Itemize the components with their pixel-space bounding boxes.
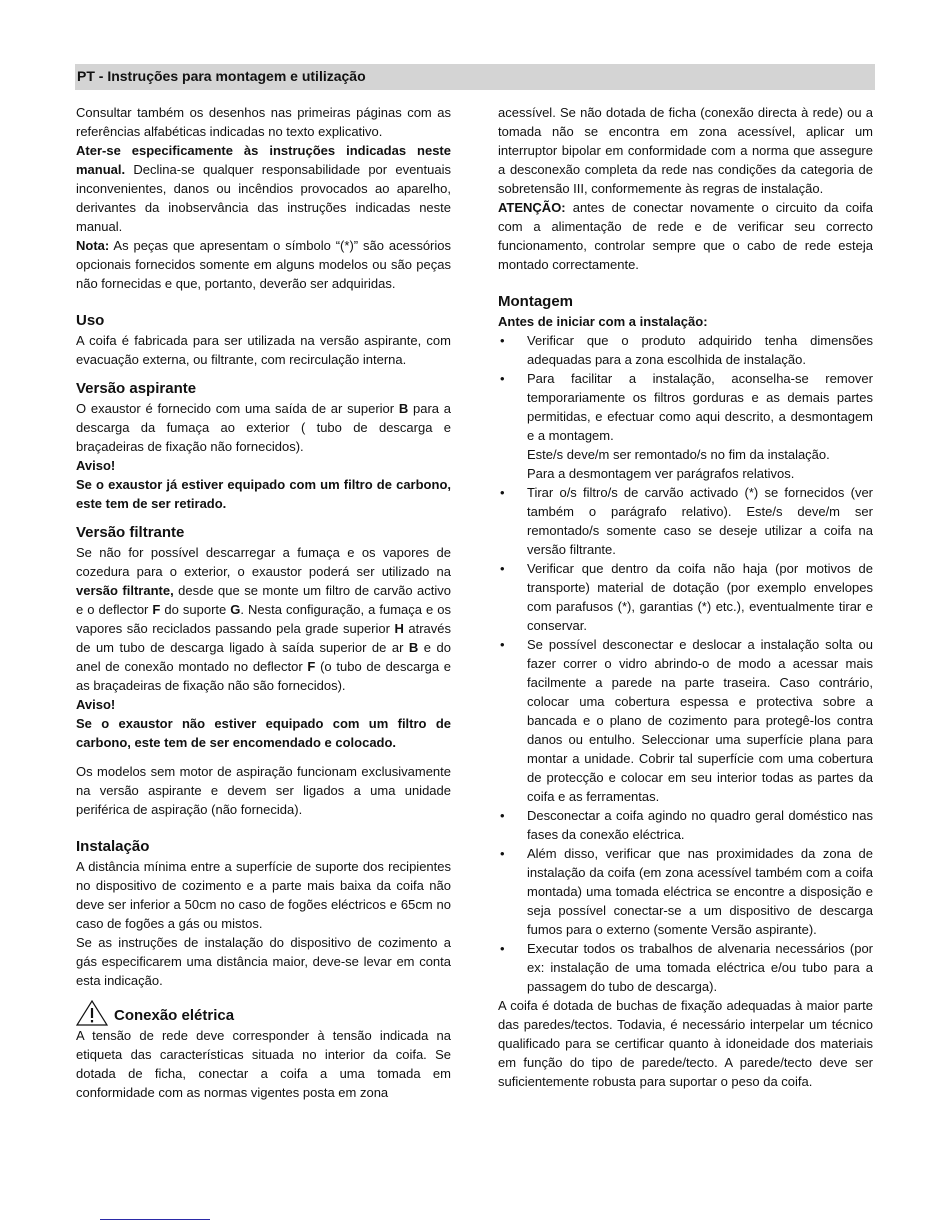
- note-paragraph: [76, 236, 451, 293]
- preparation-list: [498, 331, 873, 996]
- list-item: [498, 369, 873, 483]
- list-item-note: Este/s deve/m ser remontado/s no fim da instalação.: [527, 447, 830, 462]
- filtrante-text-1: Se não for possível descarregar a fumaça e os vapores de cozedura para o exterior, o exaustor poderá ser utilizado na: [76, 545, 451, 579]
- list-item-note: Para a desmontagem ver parágrafos relativos.: [527, 466, 795, 481]
- filtrante-text-5: através de um tubo de descarga ligado à saída superior de ar: [76, 621, 451, 655]
- filtrante-paragraph: [76, 543, 451, 695]
- section-header-bar: [75, 64, 875, 90]
- montagem-heading: Montagem: [498, 293, 573, 310]
- filtrante-bold-f: F: [152, 602, 161, 617]
- note-text: As peças que apresentam o símbolo “(*)” são acessórios opcionais fornecidos somente em alguns modelos ou são peças não fornecidas e que, portanto, deverão ser adquiridas.: [76, 238, 451, 291]
- modelos-paragraph: Os modelos sem motor de aspiração funcionam exclusivamente na versão aspirante e devem ser ligados a uma unidade periférica de aspiração (não fornecida).: [76, 764, 451, 817]
- warning-2-label: Aviso!: [76, 697, 116, 712]
- filtrante-text-6: e do anel de conexão montado no deflector: [76, 640, 451, 674]
- atencao-text: antes de conectar novamente o circuito da coifa com a alimentação de rede e de verificar seu correcto funcionamento, controlar sempre que o cabo de rede esteja montado correctamente.: [498, 200, 873, 272]
- filtrante-bold-f2: F: [307, 659, 316, 674]
- filtrante-heading: Versão filtrante: [76, 524, 185, 541]
- manual-paragraph: [76, 141, 451, 236]
- aspirante-paragraph: [76, 399, 451, 456]
- left-column: [76, 103, 451, 1102]
- atencao-label: ATENÇÃO:: [498, 200, 566, 215]
- filtrante-bold-1: versão filtrante,: [76, 583, 174, 598]
- filtrante-text-7: (o tubo de descarga e as braçadeiras de fixação não são fornecidos).: [76, 659, 451, 693]
- eletrica-continued-paragraph: acessível. Se não dotada de ficha (conexão directa à rede) ou a tomada não se encontra em zona acessível, aplicar um interruptor bipolar em conformidade com a norma que assegure a desconexão completa da rede nas condições da categoria de sobretensão III, conformemente às regras de instalação.: [498, 105, 873, 196]
- section-header-title: PT - Instruções para montagem e utilização: [77, 68, 366, 84]
- warning-1-body: Se o exaustor já estiver equipado com um filtro de carbono, este tem de ser retirado.: [76, 477, 451, 511]
- filtrante-bold-b: B: [408, 640, 419, 655]
- manual-bold-text: Ater-se especificamente às instruções indicadas neste manual.: [76, 143, 451, 177]
- uso-paragraph: A coifa é fabricada para ser utilizada na versão aspirante, com evacuação externa, ou filtrante, com recirculação interna.: [76, 333, 451, 367]
- intro-paragraph: Consultar também os desenhos nas primeiras páginas com as referências alfabéticas indicadas no texto explicativo.: [76, 105, 451, 139]
- right-column: [498, 103, 873, 1091]
- atencao-paragraph: [498, 198, 873, 274]
- list-item-text: Para facilitar a instalação, aconselha-se remover temporariamente os filtros gorduras e as demais partes permitidas, e efectuar como aqui descrito, a desmontagem e a montagem.: [527, 371, 873, 443]
- instalacao-heading: Instalação: [76, 838, 150, 855]
- eletrica-heading: Conexão elétrica: [114, 1007, 235, 1024]
- note-label: Nota:: [76, 238, 110, 253]
- filtrante-bold-g: G: [230, 602, 241, 617]
- manual-text: Declina-se qualquer responsabilidade por eventuais inconvenientes, danos ou incêndios provocados ao aparelho, derivantes da inobservância das instruções indicadas neste manual.: [76, 162, 451, 234]
- warning-2-body: Se o exaustor não estiver equipado com um filtro de carbono, este tem de ser encomendado e colocado.: [76, 716, 451, 750]
- list-item: • Além disso, verificar que nas proximidades da zona de instalação da coifa (em zona acessível também com a coifa montada) uma tomada eléctrica se encontre a disposição e seja possível conectar-se a um dispositivo de descarga fumos para o externo (somente Versão aspirante).: [498, 844, 873, 939]
- warning-1: [76, 456, 451, 475]
- filtrante-text-2: desde que se monte um filtro de carvão activo e o deflector: [76, 583, 451, 617]
- list-item: • Verificar que o produto adquirido tenha dimensões adequadas para a zona escolhida de instalação.: [498, 331, 873, 369]
- warning-1-text: [76, 475, 451, 513]
- antes-heading: [498, 312, 873, 331]
- antes-heading-text: Antes de iniciar com a instalação:: [498, 314, 708, 329]
- outlet-b-label: B: [398, 401, 409, 416]
- list-item: • Desconectar a coifa agindo no quadro geral doméstico nas fases da conexão eléctrica.: [498, 806, 873, 844]
- aspirante-heading: Versão aspirante: [76, 380, 197, 397]
- list-item: • Tirar o/s filtro/s de carvão activado (*) se fornecidos (ver também o parágrafo relativo). Este/s deve/m ser remontado/s somente caso se deseje utilizar a coifa na versão filtrante.: [498, 483, 873, 559]
- filtrante-text-4: . Nesta configuração, a fumaça e os vapores são reciclados passando pela grade superior: [76, 602, 451, 636]
- list-item: • Verificar que dentro da coifa não haja (por motivos de transporte) material de dotação (por exemplo envelopes com parafusos (*), garantias (*) etc.), eventualmente tirar e conservar.: [498, 559, 873, 635]
- final-paragraph: A coifa é dotada de buchas de fixação adequadas à maior parte das paredes/tectos. Todavia, é necessário interpelar um técnico qualificado para se certificar quanto à idoneidade dos materiais em função do tipo de parede/tecto. A parede/tecto deve ser suficientemente robusta para suportar o peso da coifa.: [498, 998, 873, 1089]
- aspirante-text-1: O exaustor é fornecido com uma saída de ar superior: [76, 401, 399, 416]
- eletrica-heading-row: [76, 1000, 451, 1026]
- warning-2-text: [76, 714, 451, 752]
- warning-2: [76, 695, 451, 714]
- instalacao-paragraph-1: A distância mínima entre a superfície de suporte dos recipientes no dispositivo de cozimento e a parte mais baixa da coifa não deve ser inferior a 50cm no caso de fogões eléctricos e 65cm no caso de fogões a gás ou mistos.: [76, 859, 451, 931]
- footer-rule: [100, 1219, 210, 1220]
- uso-heading: Uso: [76, 312, 105, 329]
- warning-triangle-icon: [76, 1000, 108, 1026]
- filtrante-text-3: do suporte: [160, 602, 231, 617]
- eletrica-paragraph: A tensão de rede deve corresponder à tensão indicada na etiqueta das características situada no interior da coifa. Se dotada de ficha, conectar a coifa a uma tomada em conformidade com as normas vigentes posta em zona: [76, 1028, 451, 1100]
- list-item: • Executar todos os trabalhos de alvenaria necessários (por ex: instalação de uma tomada eléctrica e/ou tubo para a passagem do tubo de descarga).: [498, 939, 873, 996]
- aspirante-text-2: para a descarga da fumaça ao exterior ( tubo de descarga e braçadeiras de fixação não fornecidos).: [76, 401, 451, 454]
- warning-1-label: Aviso!: [76, 458, 116, 473]
- list-item: • Se possível desconectar e deslocar a instalação solta ou fazer correr o vidro abrindo-o de modo a acessar mais facilmente a parede na parte traseira. Caso contrário, colocar uma cobertura espessa e protectiva sobre a bancada e o plano de cozimento para protegê-los contra danos ou entulho. Seleccionar uma superfície plana para montar a unidade. Cobrir tal superfície com uma cobertura de protecção e colocar em seu interior todas as partes da coifa e as ferramentas.: [498, 635, 873, 806]
- filtrante-bold-h: H: [394, 621, 404, 636]
- instalacao-paragraph-2: Se as instruções de instalação do dispositivo de cozimento a gás especificarem uma distância maior, deve-se levar em conta esta indicação.: [76, 935, 451, 988]
